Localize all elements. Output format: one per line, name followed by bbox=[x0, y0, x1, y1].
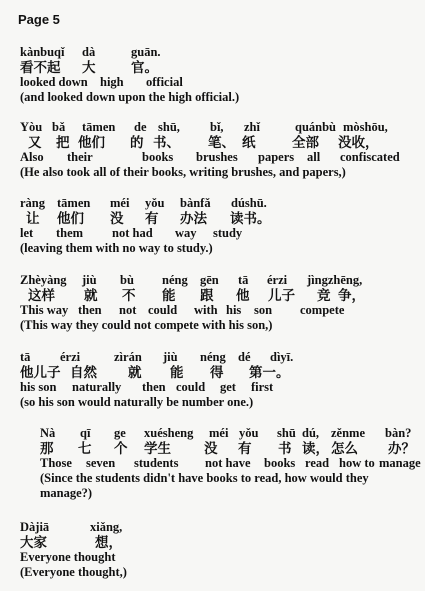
gloss-word: all bbox=[307, 150, 321, 164]
pinyin-line bbox=[20, 196, 415, 211]
pinyin-word: Nà bbox=[40, 426, 56, 440]
gloss-word: let bbox=[20, 226, 34, 240]
gloss-word: manage bbox=[379, 456, 421, 470]
chinese-word: 这样 bbox=[28, 288, 55, 303]
chinese-word: 全部 bbox=[292, 135, 319, 150]
gloss-word: Also bbox=[20, 150, 44, 164]
translation-line: (This way they could not compete with his son,) bbox=[20, 318, 273, 332]
chinese-word: 大家 bbox=[20, 535, 47, 550]
pinyin-word: zìrán bbox=[114, 350, 142, 364]
gloss-word: Everyone thought bbox=[20, 550, 116, 564]
passage-block bbox=[20, 273, 415, 333]
chinese-word: 他们 bbox=[57, 211, 84, 226]
chinese-word: 那 bbox=[40, 441, 54, 456]
gloss-word: could bbox=[176, 380, 206, 394]
pinyin-word: yǒu bbox=[239, 426, 259, 440]
chinese-line bbox=[20, 60, 415, 75]
chinese-line bbox=[20, 288, 415, 303]
gloss-line bbox=[20, 303, 415, 318]
pinyin-line bbox=[20, 520, 415, 535]
gloss-word: son bbox=[254, 303, 273, 317]
pinyin-word: dìyī. bbox=[270, 350, 294, 364]
chinese-word: 得 bbox=[210, 365, 224, 380]
chinese-line bbox=[20, 211, 415, 226]
pinyin-word: de bbox=[134, 120, 147, 134]
gloss-word: high bbox=[100, 75, 124, 89]
gloss-word: with bbox=[194, 303, 218, 317]
pinyin-word: guān. bbox=[131, 45, 161, 59]
gloss-word: compete bbox=[300, 303, 345, 317]
pinyin-word: bàn? bbox=[385, 426, 412, 440]
pinyin-word: shū, bbox=[158, 120, 180, 134]
pinyin-word: quánbù bbox=[295, 120, 337, 134]
gloss-word: not bbox=[119, 303, 137, 317]
gloss-word: not have bbox=[205, 456, 251, 470]
pinyin-word: tāmen bbox=[57, 196, 91, 210]
chinese-word: 又 bbox=[28, 135, 42, 150]
gloss-word: get bbox=[220, 380, 236, 394]
pinyin-word: bànfǎ bbox=[180, 196, 211, 210]
gloss-word: way bbox=[175, 226, 197, 240]
chinese-line bbox=[40, 441, 420, 456]
gloss-word: them bbox=[56, 226, 84, 240]
chinese-word: 自然 bbox=[70, 365, 97, 380]
pinyin-word: tā bbox=[238, 273, 249, 287]
pinyin-word: méi bbox=[209, 426, 229, 440]
translation-line: (Since the students didn't have books to read, how would they manage?) bbox=[40, 471, 369, 500]
chinese-word: 第一。 bbox=[249, 365, 290, 380]
pinyin-line bbox=[20, 120, 415, 135]
pinyin-word: bù bbox=[120, 273, 134, 287]
gloss-word: not had bbox=[112, 226, 153, 240]
pinyin-word: zěnme bbox=[331, 426, 366, 440]
gloss-word: first bbox=[251, 380, 274, 394]
pinyin-line bbox=[20, 273, 415, 288]
pinyin-word: tāmen bbox=[82, 120, 116, 134]
chinese-word: 的 bbox=[130, 135, 144, 150]
pinyin-word: néng bbox=[200, 350, 226, 364]
pinyin-word: shū bbox=[277, 426, 296, 440]
chinese-line bbox=[20, 535, 415, 550]
pinyin-word: ràng bbox=[20, 196, 45, 210]
gloss-word: read bbox=[305, 456, 330, 470]
chinese-word: 书、 bbox=[153, 135, 180, 150]
chinese-word: 书 bbox=[278, 441, 292, 456]
passage-block bbox=[40, 426, 420, 501]
chinese-word: 七 bbox=[78, 441, 92, 456]
pinyin-line bbox=[20, 45, 415, 60]
gloss-word: seven bbox=[86, 456, 116, 470]
pinyin-word: yǒu bbox=[145, 196, 165, 210]
chinese-word: 读， bbox=[302, 441, 329, 456]
gloss-word: students bbox=[134, 456, 179, 470]
gloss-word: brushes bbox=[196, 150, 238, 164]
pinyin-word: néng bbox=[162, 273, 188, 287]
chinese-word: 把 bbox=[56, 135, 70, 150]
pinyin-word: méi bbox=[110, 196, 130, 210]
translation-line: (Everyone thought,) bbox=[20, 565, 127, 579]
pinyin-word: xiǎng, bbox=[90, 520, 123, 534]
chinese-word: 没 bbox=[204, 441, 218, 456]
chinese-word: 竞 bbox=[317, 288, 331, 303]
passage-block bbox=[20, 350, 415, 410]
pinyin-word: Yòu bbox=[20, 120, 43, 134]
pinyin-word: jìngzhēng, bbox=[307, 273, 363, 287]
gloss-word: This way bbox=[20, 303, 69, 317]
chinese-word: 办法 bbox=[180, 211, 207, 226]
page-number: Page 5 bbox=[18, 12, 60, 27]
gloss-word: then bbox=[78, 303, 102, 317]
chinese-word: 没收， bbox=[338, 135, 379, 150]
chinese-word: 他儿子 bbox=[20, 365, 61, 380]
chinese-word: 儿子 bbox=[268, 288, 295, 303]
gloss-line bbox=[20, 150, 415, 165]
chinese-line bbox=[20, 365, 415, 380]
gloss-word: could bbox=[148, 303, 178, 317]
gloss-word: his bbox=[226, 303, 242, 317]
pinyin-word: érzi bbox=[60, 350, 81, 364]
chinese-word: 个 bbox=[114, 441, 128, 456]
chinese-word: 纸 bbox=[242, 135, 256, 150]
pinyin-word: qī bbox=[80, 426, 91, 440]
chinese-word: 不 bbox=[122, 288, 136, 303]
pinyin-word: ge bbox=[114, 426, 126, 440]
chinese-word: 官。 bbox=[131, 60, 158, 75]
pinyin-word: Dàjiā bbox=[20, 520, 50, 534]
gloss-line bbox=[20, 75, 415, 90]
chinese-word: 学生 bbox=[144, 441, 171, 456]
gloss-line bbox=[20, 380, 415, 395]
gloss-word: confiscated bbox=[340, 150, 400, 164]
passage-block bbox=[20, 520, 415, 580]
chinese-word: 看不起 bbox=[20, 60, 61, 75]
gloss-word: how to bbox=[339, 456, 375, 470]
pinyin-word: dú, bbox=[302, 426, 320, 440]
chinese-word: 大 bbox=[82, 60, 96, 75]
gloss-word: his son bbox=[20, 380, 57, 394]
gloss-line bbox=[20, 550, 415, 565]
gloss-word: their bbox=[67, 150, 93, 164]
chinese-word: 跟 bbox=[200, 288, 214, 303]
pinyin-word: jiù bbox=[82, 273, 97, 287]
gloss-word: books bbox=[142, 150, 174, 164]
pinyin-word: gēn bbox=[200, 273, 219, 287]
pinyin-word: érzi bbox=[267, 273, 288, 287]
pinyin-word: bǎ bbox=[52, 120, 66, 134]
chinese-word: 有 bbox=[238, 441, 252, 456]
chinese-word: 有 bbox=[145, 211, 159, 226]
pinyin-word: tā bbox=[20, 350, 31, 364]
gloss-word: study bbox=[213, 226, 243, 240]
chinese-word: 让 bbox=[26, 211, 40, 226]
passage-block bbox=[20, 45, 415, 105]
gloss-line bbox=[40, 456, 420, 471]
pinyin-line bbox=[40, 426, 420, 441]
gloss-word: naturally bbox=[72, 380, 122, 394]
chinese-word: 想， bbox=[95, 535, 122, 550]
gloss-word: papers bbox=[258, 150, 295, 164]
pinyin-word: mòshōu, bbox=[343, 120, 388, 134]
translation-line: (and looked down upon the high official.) bbox=[20, 90, 240, 104]
translation-line: (He also took all of their books, writing brushes, and papers,) bbox=[20, 165, 346, 179]
chinese-word: 能 bbox=[170, 365, 184, 380]
chinese-word: 他们 bbox=[78, 135, 105, 150]
pinyin-word: xuésheng bbox=[144, 426, 194, 440]
chinese-word: 就 bbox=[128, 365, 142, 380]
pinyin-word: dé bbox=[238, 350, 251, 364]
chinese-word: 笔、 bbox=[208, 135, 235, 150]
pinyin-word: kànbuqǐ bbox=[20, 45, 65, 59]
pinyin-word: jiù bbox=[163, 350, 178, 364]
chinese-word: 他 bbox=[236, 288, 250, 303]
pinyin-word: bǐ, bbox=[210, 120, 224, 134]
gloss-word: Those bbox=[40, 456, 72, 470]
passage-block bbox=[20, 120, 415, 180]
gloss-line bbox=[20, 226, 415, 241]
chinese-word: 没 bbox=[110, 211, 124, 226]
chinese-line bbox=[20, 135, 415, 150]
pinyin-word: Zhèyàng bbox=[20, 273, 67, 287]
chinese-word: 就 bbox=[84, 288, 98, 303]
chinese-word: 读书。 bbox=[230, 211, 271, 226]
pinyin-word: dà bbox=[82, 45, 96, 59]
gloss-word: official bbox=[146, 75, 183, 89]
chinese-word: 办？ bbox=[388, 441, 415, 456]
translation-line: (leaving them with no way to study.) bbox=[20, 241, 213, 255]
chinese-word: 争， bbox=[338, 288, 365, 303]
chinese-word: 怎么 bbox=[331, 441, 358, 456]
pinyin-word: zhǐ bbox=[244, 120, 260, 134]
gloss-word: then bbox=[142, 380, 166, 394]
gloss-word: looked down bbox=[20, 75, 88, 89]
translation-line: (so his son would naturally be number one.) bbox=[20, 395, 254, 409]
gloss-word: books bbox=[264, 456, 296, 470]
chinese-word: 能 bbox=[162, 288, 176, 303]
pinyin-word: dúshū. bbox=[231, 196, 267, 210]
pinyin-line bbox=[20, 350, 415, 365]
passage-block bbox=[20, 196, 415, 256]
